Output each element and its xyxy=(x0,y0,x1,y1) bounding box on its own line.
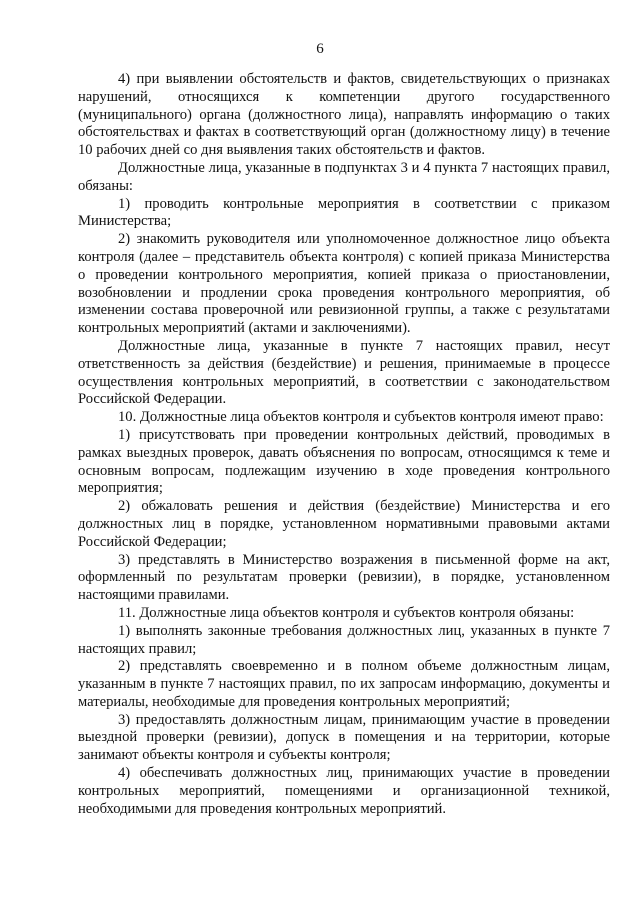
paragraph-officials-responsibility: Должностные лица, указанные в пункте 7 настоящих правил, несут ответственность за действия (бездействие) и решения, принимаемые в процессе осуществления контрольных мероприятий, в соответствии с законодательством Российской Федерации. xyxy=(78,337,610,408)
paragraph-duty-1-comply: 1) выполнять законные требования должностных лиц, указанных в пункте 7 настоящих правил; xyxy=(78,622,610,657)
paragraph-right-3-objections: 3) представлять в Министерство возражения в письменной форме на акт, оформленный по результатам проверки (ревизии), в порядке, установленном настоящими правилами. xyxy=(78,551,610,604)
paragraph-duty-3-grant-access: 3) предоставлять должностным лицам, принимающим участие в проведении выездной проверки (ревизии), допуск в помещения и на территории, которые занимают объекты контроля и субъекты контроля; xyxy=(78,711,610,764)
paragraph-right-2-appeal: 2) обжаловать решения и действия (бездействие) Министерства и его должностных лиц в порядке, установленном нормативными правовыми актами Российской Федерации; xyxy=(78,498,610,550)
paragraph-item-4-report-violations: 4) при выявлении обстоятельств и фактов, свидетельствующих о признаках нарушений, относящихся к компетенции другого государственного (муниципального) органа (должностного лица), направлять информацию о таких обстоятельствах и фактах в соответствующий орган (должностному лицу) в течение 10 рабочих дней со дня выявления таких обстоятельств и фактов. xyxy=(78,71,610,159)
paragraph-duty-4-provide-premises: 4) обеспечивать должностных лиц, принимающих участие в проведении контрольных мероприятий, помещениями и организационной техникой, необходимыми для проведения контрольных мероприятий. xyxy=(78,765,610,817)
paragraph-section-11-duties: 11. Должностные лица объектов контроля и субъектов контроля обязаны: xyxy=(118,604,575,621)
paragraph-officials-obligations-intro: Должностные лица, указанные в подпунктах 3 и 4 пункта 7 настоящих правил, обязаны: xyxy=(78,159,610,194)
document-body xyxy=(78,71,610,818)
paragraph-duty-2-provide-info: 2) представлять своевременно и в полном объеме должностным лицам, указанным в пункте 7 настоящих правил, по их запросам информацию, документы и материалы, необходимые для проведения контрольных мероприятий; xyxy=(78,658,610,710)
paragraph-right-1-attend: 1) присутствовать при проведении контрольных действий, проводимых в рамках выездных проверок, давать объяснения по вопросам, относящимся к теме и основным вопросам, подлежащим изучению в ходе проведения контрольного мероприятия; xyxy=(78,426,610,497)
paragraph-item-2-acquaint-head: 2) знакомить руководителя или уполномоченное должностное лицо объекта контроля (далее – представитель объекта контроля) с копией приказа Министерства о проведении контрольного мероприятия, копией приказа о приостановлении, возобновлении и продлении срока проведения контрольного мероприятия, об изменении состава проверочной или ревизионной группы, а также с результатами контрольных мероприятий (актами и заключениями). xyxy=(78,231,610,337)
paragraph-item-1-conduct-measures: 1) проводить контрольные мероприятия в соответствии с приказом Министерства; xyxy=(78,195,610,230)
page-number: 6 xyxy=(316,41,324,57)
paragraph-section-10-rights: 10. Должностные лица объектов контроля и субъектов контроля имеют право: xyxy=(118,409,604,426)
